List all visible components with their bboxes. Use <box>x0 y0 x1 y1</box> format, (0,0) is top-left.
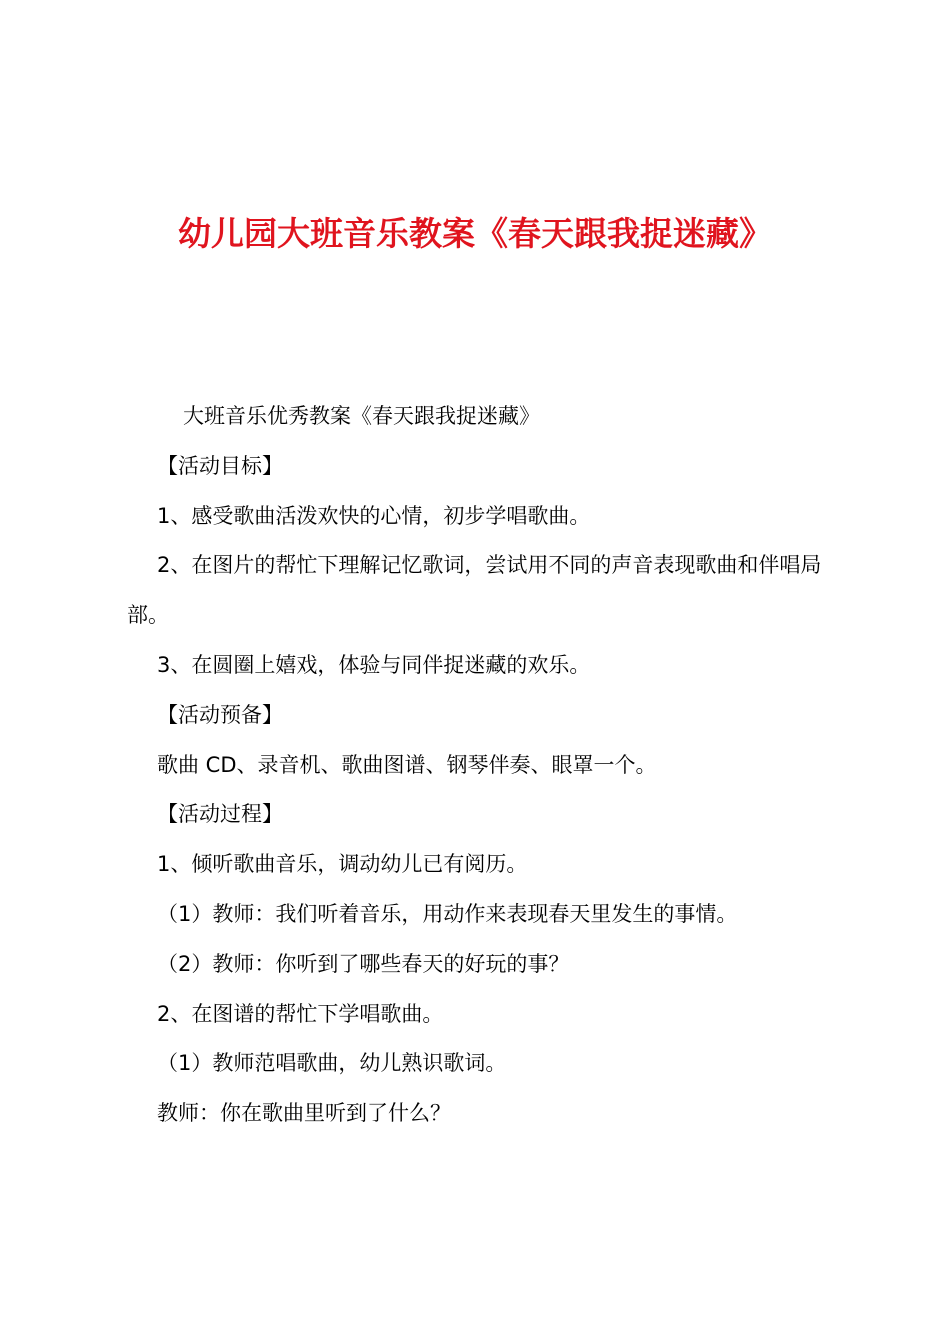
teacher-question: 教师：你在歌曲里听到了什么？ <box>157 1101 451 1126</box>
process-step-1-sub-2: （2）教师：你听到了哪些春天的好玩的事？ <box>157 951 570 976</box>
goal-item-3: 3、在圆圈上嬉戏，体验与同伴捉迷藏的欢乐。 <box>157 652 591 677</box>
section-heading-goals: 【活动目标】 <box>157 453 283 478</box>
document-body <box>127 392 837 1139</box>
goal-item-1: 1、感受歌曲活泼欢快的心情，初步学唱歌曲。 <box>157 503 591 528</box>
process-step-2-sub-1: （1）教师范唱歌曲，幼儿熟识歌词。 <box>157 1051 507 1076</box>
section-heading-preparation: 【活动预备】 <box>157 702 283 727</box>
process-step-1-sub-1: （1）教师：我们听着音乐，用动作来表现春天里发生的事情。 <box>157 901 738 926</box>
document-title: 幼儿园大班音乐教案《春天跟我捉迷藏》 <box>178 214 772 253</box>
subtitle-paragraph: 大班音乐优秀教案《春天跟我捉迷藏》 <box>183 404 540 428</box>
process-step-1: 1、倾听歌曲音乐，调动幼儿已有阅历。 <box>157 852 528 877</box>
goal-item-2: 2、在图片的帮忙下理解记忆歌词，尝试用不同的声音表现歌曲和伴唱局部。 <box>127 553 822 628</box>
section-heading-process: 【活动过程】 <box>157 802 283 827</box>
preparation-text: 歌曲 CD、录音机、歌曲图谱、钢琴伴奏、眼罩一个。 <box>157 752 657 777</box>
process-step-2: 2、在图谱的帮忙下学唱歌曲。 <box>157 1001 444 1026</box>
